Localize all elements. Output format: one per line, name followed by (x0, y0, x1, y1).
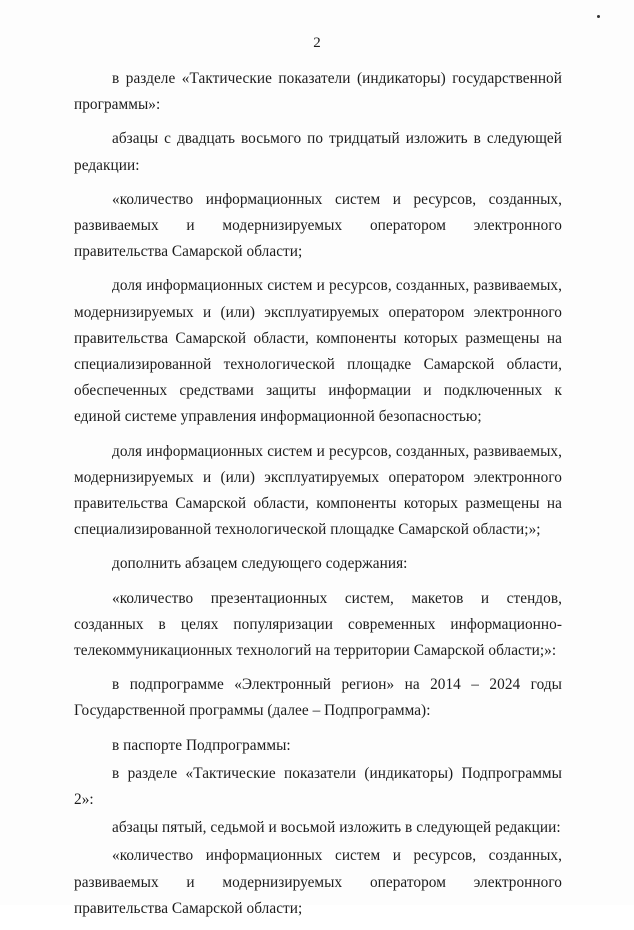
paragraph-subprogram-electronic-region: в подпрограмме «Электронный регион» на 2014 – 2024 годы Государственной программы (далее – Подпрограмма): (74, 676, 562, 720)
paragraph-add-paragraph: дополнить абзацем следующего содержания: (112, 555, 408, 573)
paragraph-quoted-share-placed: доля информационных систем и ресурсов, созданных, развиваемых, модернизируемых и (или) эксплуатируемых оператором электронного правительства Самарской области, компоненты которых размещены на специализированной технологической площадке Самарской области;»; (74, 442, 562, 539)
paragraph-amend-5-7-8: абзацы пятый, седьмой и восьмой изложить в следующей редакции: (112, 819, 561, 837)
document-body (74, 66, 562, 930)
paragraph-quoted-count-systems: «количество информационных систем и ресурсов, созданных, развиваемых и модернизируемых оператором электронного правительства Самарской области; (74, 190, 562, 261)
paragraph-subprogram-passport: в паспорте Подпрограммы: (112, 736, 291, 754)
paragraph-amend-28-30: абзацы с двадцать восьмого по тридцатый изложить в следующей редакции: (74, 130, 562, 174)
paragraph-tactical-indicators-section: в разделе «Тактические показатели (индикаторы) государственной программы»: (74, 70, 562, 114)
paragraph-quoted-share-protected: доля информационных систем и ресурсов, созданных, развиваемых, модернизируемых и (или) эксплуатируемых оператором электронного правительства Самарской области, компоненты которых размещены на специализированной технологической площадке Самарской области, обеспеченных средствами защиты информации и подключенных к единой системе управления информационной безопасностью; (74, 277, 562, 426)
page-number: 2 (313, 35, 321, 51)
paragraph-quoted-count-systems-2: «количество информационных систем и ресурсов, созданных, развиваемых и модернизируемых оператором электронного правительства Самарской области; (74, 847, 562, 917)
paragraph-subprogram-tactical-section: в разделе «Тактические показатели (индикаторы) Подпрограммы 2»: (74, 764, 562, 809)
paragraph-quoted-presentation-systems: «количество презентационных систем, макетов и стендов, созданных в целях популяризации современных информационно-телекоммуникационных технологий на территории Самарской области;»: (74, 589, 562, 660)
scan-speck (597, 15, 600, 18)
